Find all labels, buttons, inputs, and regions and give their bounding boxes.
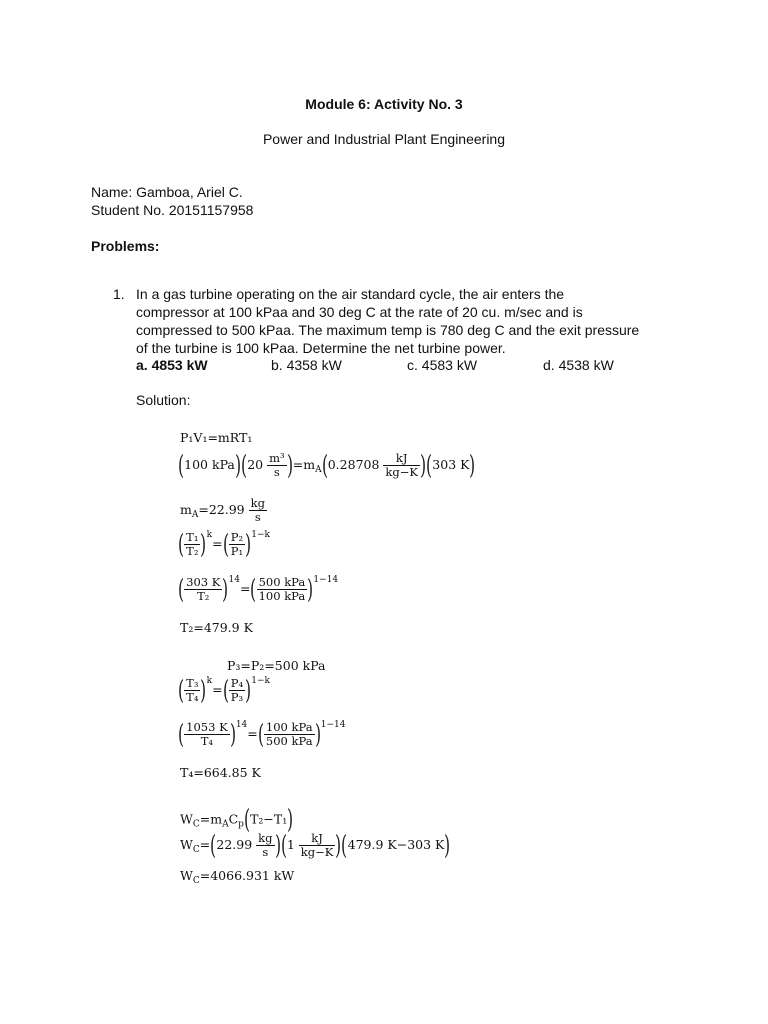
equation-isentropic-3: ( $\frac{\text{T₃}}{\text{T₄}}$ )$^k$=( $\frac{\text{P₄}}{\text{P₃}}$ )$^{1-k}$	[178, 675, 270, 706]
page-title: Module 6: Activity No. 3	[305, 96, 463, 112]
eq-fraction: $\frac{\text{m³}}{s}$	[269, 451, 285, 479]
student-name: Name: Gamboa, Ariel C.	[91, 184, 243, 200]
equation-mass-result: $m_A=22.99$ $\frac{kg}{s}$	[180, 496, 265, 524]
eq-term: 303 K	[432, 457, 470, 472]
eq-term: =m	[292, 457, 316, 472]
problem-line: compressor at 100 kPaa and 30 deg C at the rate of 20 cu. m/sec and is	[136, 304, 583, 320]
problem-line: compressed to 500 kPaa. The maximum temp is 780 deg C and the exit pressure	[136, 322, 640, 338]
equation-pressure: P₃=P₂=500 kPa	[227, 658, 326, 673]
eq-fraction: $\frac{kg}{s}$	[250, 496, 265, 524]
equation-ideal-gas: P₁V₁=mRT₁	[180, 430, 253, 445]
eq-term: 20	[247, 457, 264, 472]
equation-wc-sub: $W_C=(22.99$ $\frac{kg}{s}$ )(1 $\frac{kJ}{kg-K}$ )(479.9 K−303 K)	[180, 830, 451, 861]
equation-isentropic-2: ( $\frac{303 K}{\text{T₂}}$ )$^{14}$=( $\frac{\text{500 kPa}}{\text{100 kPa}}$ )$^{1-14}$	[178, 574, 339, 605]
equation-wc-result: $W_C=4066.931$ kW	[180, 868, 295, 886]
equation-isentropic-4: ( $\frac{1053 K}{\text{T₄}}$ )$^{14}$=( $\frac{\text{100 kPa}}{\text{500 kPa}}$ )$^{1-14}$	[178, 719, 346, 750]
choice-d: d. 4538 kW	[543, 357, 614, 373]
solution-label: Solution:	[136, 392, 191, 408]
eq-term: 0.28708	[327, 457, 380, 472]
student-number: Student No. 20151157958	[91, 202, 254, 218]
page-subtitle: Power and Industrial Plant Engineering	[262, 131, 506, 147]
eq-term: 100 kPa	[184, 457, 235, 472]
choice-a: a. 4853 kW	[136, 357, 208, 373]
eq-fraction: $\frac{kJ}{kg-K}$	[385, 451, 418, 479]
problem-line: of the turbine is 100 kPaa. Determine the net turbine power.	[136, 340, 506, 356]
problem-line: In a gas turbine operating on the air standard cycle, the air enters the	[136, 286, 565, 302]
choice-b: b. 4358 kW	[271, 357, 342, 373]
equation-t2-result: T₂=479.9 K	[180, 620, 253, 635]
problems-heading: Problems:	[91, 238, 160, 254]
problem-number: 1.	[113, 286, 125, 302]
equation-wc: $W_C=m_AC_p(T_2-T_1)$	[180, 805, 294, 835]
problem-text	[136, 285, 639, 357]
equation-mass-flow: (100 kPa)(20 $\frac{\text{m³}}{s}$ )$=m_A(0.28708$ $\frac{kJ}{kg-K}$ )(303 K)	[178, 450, 476, 481]
equation-isentropic-1: ( $\frac{\text{T₁}}{\text{T₂}}$ )$^k$=( $\frac{\text{P₂}}{\text{P₁}}$ )$^{1-k}$	[178, 529, 270, 560]
choice-c: c. 4583 kW	[407, 357, 478, 373]
equation-t4-result: T₄=664.85 K	[180, 765, 261, 780]
